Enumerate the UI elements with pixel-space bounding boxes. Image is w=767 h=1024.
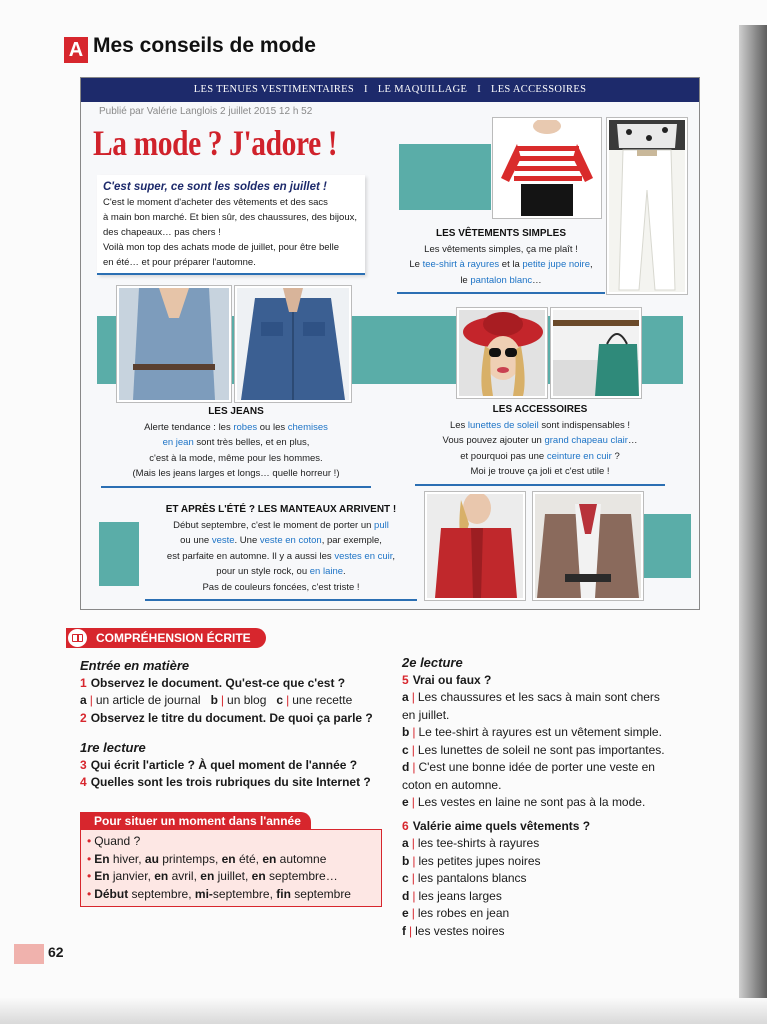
white-pants-illustration <box>609 120 685 292</box>
page-title: Mes conseils de mode <box>93 34 316 57</box>
section-line: Le tee-shirt à rayures et la petite jupe noire, <box>409 259 593 270</box>
striped-tee-illustration <box>495 120 599 216</box>
tip-line: • Quand ? <box>87 834 141 848</box>
question-6-item: d | les jeans larges <box>402 888 502 903</box>
section-rule <box>101 486 371 488</box>
photo-white-pants <box>607 118 687 294</box>
section-manteaux <box>145 502 417 601</box>
question-4: 4 Quelles sont les trois rubriques du site Internet ? <box>80 775 371 789</box>
pour-situer-box <box>80 812 382 907</box>
photo-red-jacket <box>425 492 525 600</box>
question-6-item: c | les pantalons blancs <box>402 871 527 885</box>
question-5-item: e | Les vestes en laine ne sont pas à la mode. <box>402 795 646 809</box>
questions-left-column <box>80 657 390 792</box>
section-title: LES VÊTEMENTS SIMPLES <box>435 228 567 239</box>
section-line: est parfaite en automne. Il y a aussi les vestes en cuir, <box>166 550 396 562</box>
intro-box <box>97 175 365 275</box>
question-6-item: a | les tee-shirts à rayures <box>402 836 540 850</box>
nav-tenues[interactable]: LES TENUES VESTIMENTAIRES <box>193 84 355 95</box>
nav-separator: I <box>477 84 481 95</box>
section-line: Les lunettes de soleil sont indispensables ! <box>449 419 631 431</box>
photo-hat-sunglasses <box>457 308 547 398</box>
section-rule <box>397 292 605 294</box>
book-icon <box>68 629 87 647</box>
highlight-word: lunettes de soleil <box>467 419 539 431</box>
section-line: ou une veste. Une veste en coton, par exemple, <box>180 535 382 546</box>
highlight-word: grand chapeau clair <box>544 435 628 446</box>
subheading-entree: Entrée en matière <box>80 658 190 673</box>
teal-band <box>399 144 491 210</box>
tip-line: • En janvier, en avril, en juillet, en septembre… <box>87 869 338 883</box>
nav-accessoires[interactable]: LES ACCESSOIRES <box>490 84 587 95</box>
highlight-word: en jean <box>162 437 194 448</box>
photo-belt-bag <box>551 308 641 398</box>
brown-blazer-illustration <box>535 494 641 598</box>
question-6-item: b | les petites jupes noires <box>402 853 541 868</box>
nav-maquillage[interactable]: LE MAQUILLAGE <box>377 84 468 95</box>
section-line: c'est à la mode, même pour les hommes. <box>149 452 323 464</box>
intro-line: des chapeaux… pas chers ! <box>103 227 221 238</box>
question-5-item-cont: coton en automne. <box>402 777 502 792</box>
section-line: Moi je trouve ça joli et c'est utile ! <box>470 466 610 477</box>
section-rule <box>415 484 665 486</box>
question-6-item: f | les vestes noires <box>402 923 505 938</box>
intro-line: à main bon marché. Et bien sûr, des chaussures, des bijoux, <box>103 212 357 223</box>
highlight-word: pull <box>374 519 389 531</box>
section-line: Alerte tendance : les robes ou les chemises <box>144 421 328 433</box>
photo-jean-dress <box>117 286 231 402</box>
section-line: (Mais les jeans larges et longs… quelle horreur !) <box>132 468 340 479</box>
hat-sunglasses-illustration <box>459 310 545 396</box>
jean-shirt-illustration <box>237 288 349 400</box>
subheading-lecture-1: 1re lecture <box>80 740 146 755</box>
red-jacket-illustration <box>427 494 523 598</box>
page-number: 62 <box>48 944 64 960</box>
question-1: 1 Observez le document. Qu'est-ce que c'est ? <box>80 675 346 690</box>
question-1-options: a | un article de journal b | un blog c | une recette <box>80 693 353 707</box>
highlight-word: tee-shirt à rayures <box>422 259 500 270</box>
intro-line: C'est le moment d'acheter des vêtements et des sacs <box>103 197 328 208</box>
pour-situer-title: Pour situer un moment dans l'année <box>80 812 311 830</box>
section-line: Pas de couleurs foncées, c'est triste ! <box>202 581 360 593</box>
byline: Publié par Valérie Langlois 2 juillet 2015 12 h 52 <box>99 106 313 117</box>
pour-situer-content <box>80 829 382 907</box>
highlight-word: veste en coton <box>259 535 322 546</box>
question-6: 6 Valérie aime quels vêtements ? <box>402 818 591 833</box>
section-title: LES ACCESSOIRES <box>492 404 588 415</box>
question-5-item: a | Les chaussures et les sacs à main sont chers <box>402 690 660 704</box>
question-5-item: d | C'est une bonne idée de porter une veste en <box>402 760 655 774</box>
jean-dress-illustration <box>119 288 229 400</box>
section-rule <box>145 599 417 601</box>
question-5-item: b | Le tee-shirt à rayures est un vêtement simple. <box>402 725 662 739</box>
question-5: 5 Vrai ou faux ? <box>402 672 492 687</box>
section-line: le pantalon blanc… <box>460 274 542 286</box>
section-line: en jean sont très belles, et en plus, <box>162 437 310 448</box>
section-vetements-simples <box>397 226 605 294</box>
intro-line: en été… et pour préparer l'automne. <box>103 257 256 268</box>
highlight-word: vestes en cuir <box>334 550 393 562</box>
highlight-word: pantalon blanc <box>470 274 533 286</box>
intro-lead: C'est super, ce sont les soldes en juillet ! <box>103 181 327 193</box>
teal-band <box>639 514 691 578</box>
photo-jean-shirt <box>235 286 351 402</box>
photo-brown-blazer <box>533 492 643 600</box>
highlight-word: chemises <box>287 421 328 433</box>
section-line: pour un style rock, ou en laine. <box>216 566 346 577</box>
question-3: 3 Qui écrit l'article ? À quel moment de l'année ? <box>80 757 358 772</box>
highlight-word: ceinture en cuir <box>546 450 612 462</box>
nav-separator: I <box>364 84 368 95</box>
section-jeans <box>101 404 371 488</box>
section-accessoires <box>415 402 665 486</box>
question-5-item: c | Les lunettes de soleil ne sont pas importantes. <box>402 742 665 757</box>
questions-right-column <box>402 654 702 940</box>
highlight-word: robes <box>233 421 258 433</box>
section-line: Les vêtements simples, ça me plaît ! <box>424 243 578 255</box>
question-5-item-cont: en juillet. <box>402 707 450 722</box>
teal-band <box>99 522 139 586</box>
section-line: et pourquoi pas une ceinture en cuir ? <box>460 450 620 462</box>
section-title: LES JEANS <box>208 406 264 417</box>
article-frame <box>80 77 700 610</box>
photo-striped-tee <box>493 118 601 218</box>
article-headline: La mode ? J'adore ! <box>93 123 338 163</box>
highlight-word: veste <box>211 535 235 546</box>
question-6-item: e | les robes en jean <box>402 906 510 920</box>
tip-line: • En hiver, au printemps, en été, en automne <box>87 851 327 866</box>
comprehension-header: COMPRÉHENSION ÉCRITE <box>66 628 266 648</box>
section-title: ET APRÈS L'ÉTÉ ? LES MANTEAUX ARRIVENT ! <box>165 504 397 515</box>
page-bottom-shadow <box>0 998 767 1024</box>
tip-line: • Début septembre, mi-septembre, fin septembre <box>87 886 351 901</box>
subheading-lecture-2: 2e lecture <box>402 655 463 670</box>
section-line: Vous pouvez ajouter un grand chapeau clair… <box>442 435 638 446</box>
section-badge: A <box>64 37 88 63</box>
highlight-word: petite jupe noire <box>522 259 590 270</box>
page-fold-edge <box>739 25 767 1005</box>
page-number-tab <box>14 944 44 964</box>
question-2: 2 Observez le titre du document. De quoi ça parle ? <box>80 710 373 725</box>
highlight-word: en laine <box>309 566 344 577</box>
article-nav <box>81 78 699 102</box>
belt-bag-illustration <box>553 310 639 396</box>
section-line: Début septembre, c'est le moment de porter un pull <box>173 519 389 531</box>
intro-line: Voilà mon top des achats mode de juillet, pour être belle <box>103 242 340 253</box>
